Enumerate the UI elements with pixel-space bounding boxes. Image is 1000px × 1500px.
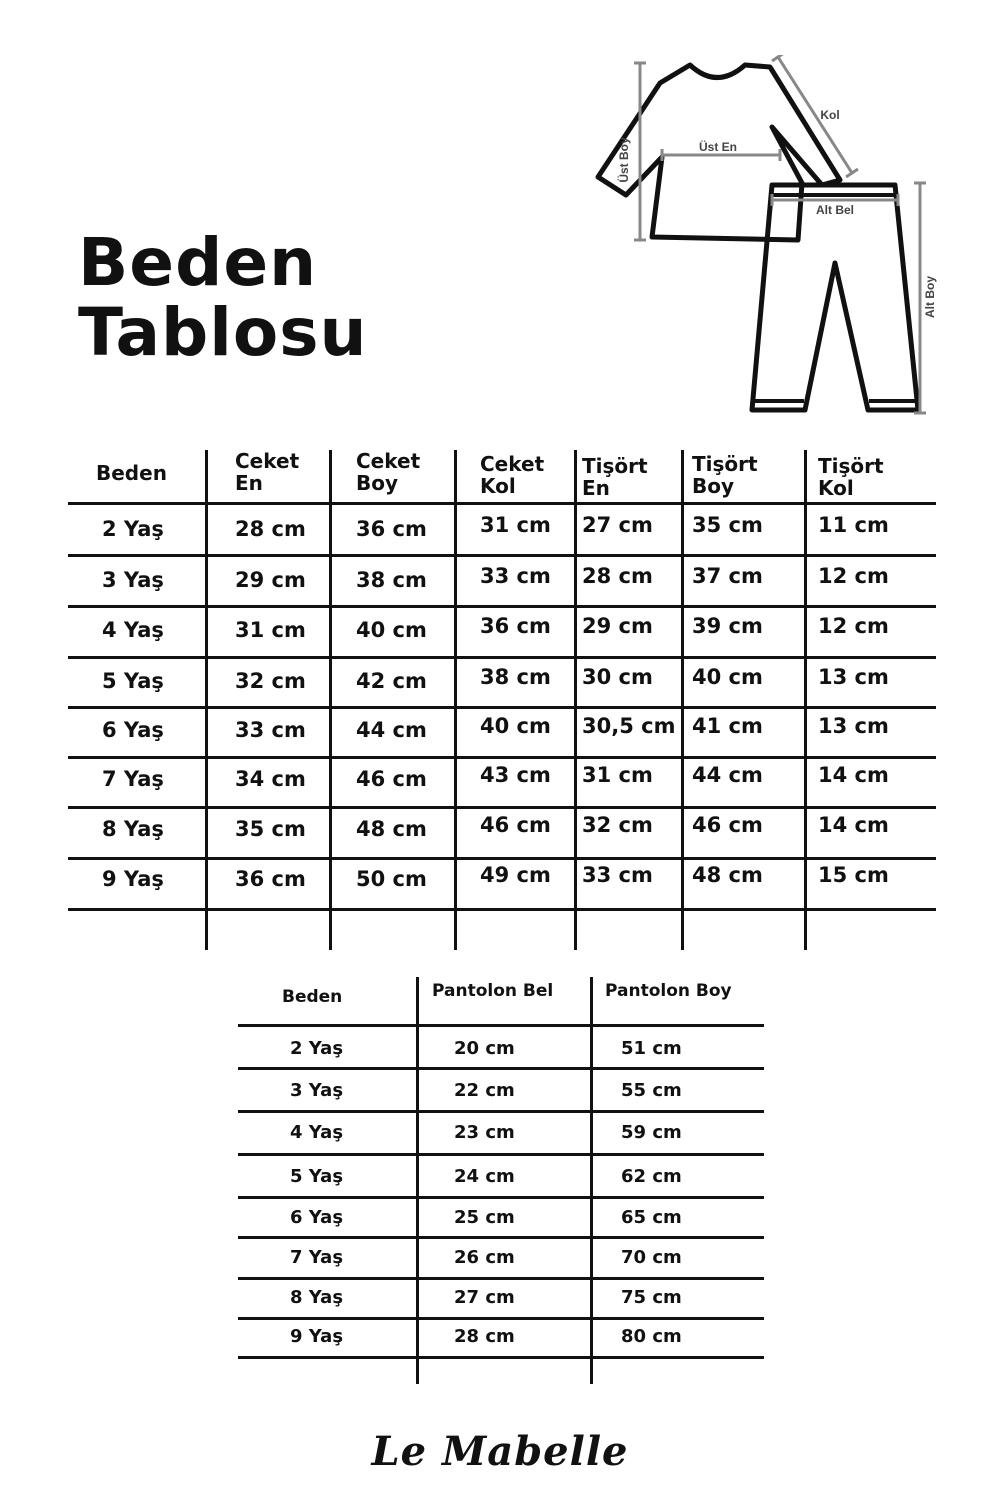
ust-en-label: Üst En: [698, 140, 738, 154]
table-row-divider: [238, 1236, 764, 1239]
measurement-cell: 26 cm: [454, 1247, 515, 1268]
measurement-cell: 34 cm: [235, 767, 306, 791]
measurement-cell: 31 cm: [235, 618, 306, 642]
size-cell: 8 Yaş: [102, 817, 164, 841]
measurement-cell: 55 cm: [621, 1080, 682, 1101]
title-line-1: Beden: [78, 224, 318, 301]
measurement-cell: 13 cm: [818, 665, 889, 689]
measurement-cell: 41 cm: [692, 714, 763, 738]
measurement-cell: 25 cm: [454, 1207, 515, 1228]
column-header: Tişört Kol: [818, 454, 884, 500]
measurement-cell: 24 cm: [454, 1166, 515, 1187]
measurement-cell: 65 cm: [621, 1207, 682, 1228]
measurement-cell: 28 cm: [454, 1326, 515, 1347]
table-column-divider: [590, 977, 593, 1384]
pants-outline: [752, 185, 918, 410]
table-row-divider: [238, 1024, 764, 1027]
measurement-cell: 27 cm: [582, 513, 653, 537]
column-header: Beden: [96, 461, 167, 485]
measurement-cell: 27 cm: [454, 1287, 515, 1308]
size-cell: 3 Yaş: [102, 568, 164, 592]
table-column-divider: [454, 450, 457, 950]
measurement-cell: 12 cm: [818, 564, 889, 588]
table-column-divider: [416, 977, 419, 1384]
size-cell: 5 Yaş: [290, 1166, 344, 1187]
size-cell: 3 Yaş: [290, 1080, 344, 1101]
measurement-cell: 75 cm: [621, 1287, 682, 1308]
measurement-cell: 46 cm: [480, 813, 551, 837]
alt-boy-label: Alt Boy: [923, 276, 937, 318]
measurement-cell: 30,5 cm: [582, 714, 676, 738]
measurement-cell: 51 cm: [621, 1038, 682, 1059]
table-row-divider: [238, 1356, 764, 1359]
measurement-cell: 40 cm: [692, 665, 763, 689]
column-header: Pantolon Boy: [605, 981, 732, 1001]
measurement-cell: 39 cm: [692, 614, 763, 638]
table-row-divider: [238, 1196, 764, 1199]
size-cell: 7 Yaş: [102, 767, 164, 791]
table-column-divider: [329, 450, 332, 950]
table-row-divider: [238, 1317, 764, 1320]
measurement-cell: 80 cm: [621, 1326, 682, 1347]
measurement-cell: 14 cm: [818, 813, 889, 837]
measurement-cell: 46 cm: [356, 767, 427, 791]
measurement-cell: 50 cm: [356, 867, 427, 891]
size-cell: 2 Yaş: [290, 1038, 344, 1059]
page-title: [78, 224, 368, 371]
measurement-cell: 32 cm: [582, 813, 653, 837]
size-cell: 6 Yaş: [102, 718, 164, 742]
garment-diagram: [590, 55, 950, 420]
table-column-divider: [681, 450, 684, 950]
measurement-cell: 36 cm: [356, 517, 427, 541]
measurement-cell: 36 cm: [480, 614, 551, 638]
measurement-cell: 30 cm: [582, 665, 653, 689]
measurement-cell: 70 cm: [621, 1247, 682, 1268]
column-header: Ceket En: [235, 449, 300, 495]
measurement-cell: 46 cm: [692, 813, 763, 837]
size-cell: 2 Yaş: [102, 517, 164, 541]
alt-bel-label: Alt Bel: [815, 203, 855, 217]
size-cell: 4 Yaş: [290, 1122, 344, 1143]
size-cell: 5 Yaş: [102, 669, 164, 693]
table-row-divider: [238, 1067, 764, 1070]
measurement-cell: 37 cm: [692, 564, 763, 588]
size-cell: 8 Yaş: [290, 1287, 344, 1308]
measurement-cell: 11 cm: [818, 513, 889, 537]
kol-label: Kol: [820, 108, 840, 122]
table-row-divider: [238, 1153, 764, 1156]
measurement-cell: 22 cm: [454, 1080, 515, 1101]
column-header: Pantolon Bel: [432, 981, 554, 1001]
column-header: Beden: [282, 987, 343, 1007]
column-header: Tişört Boy: [692, 452, 758, 498]
table-row-divider: [238, 1277, 764, 1280]
table-row-divider: [238, 1110, 764, 1113]
brand-logo: Le Mabelle: [371, 1428, 629, 1475]
measurement-cell: 23 cm: [454, 1122, 515, 1143]
size-cell: 6 Yaş: [290, 1207, 344, 1228]
measurement-cell: 40 cm: [480, 714, 551, 738]
measurement-cell: 32 cm: [235, 669, 306, 693]
title-line-2: Tablosu: [78, 294, 368, 371]
measurement-cell: 49 cm: [480, 863, 551, 887]
measurement-cell: 59 cm: [621, 1122, 682, 1143]
ust-boy-label: Üst Boy: [617, 137, 631, 183]
measurement-cell: 14 cm: [818, 763, 889, 787]
measurement-cell: 33 cm: [235, 718, 306, 742]
measurement-cell: 29 cm: [235, 568, 306, 592]
table-column-divider: [574, 450, 577, 950]
measurement-cell: 44 cm: [692, 763, 763, 787]
measurement-cell: 12 cm: [818, 614, 889, 638]
measurement-cell: 44 cm: [356, 718, 427, 742]
measurement-cell: 28 cm: [582, 564, 653, 588]
measurement-cell: 31 cm: [582, 763, 653, 787]
measurement-cell: 15 cm: [818, 863, 889, 887]
size-cell: 4 Yaş: [102, 618, 164, 642]
measurement-cell: 38 cm: [480, 665, 551, 689]
column-header: Ceket Kol: [480, 452, 545, 498]
size-cell: 7 Yaş: [290, 1247, 344, 1268]
column-header: Ceket Boy: [356, 449, 421, 495]
measurement-cell: 43 cm: [480, 763, 551, 787]
measurement-cell: 13 cm: [818, 714, 889, 738]
table-column-divider: [804, 450, 807, 950]
measurement-cell: 36 cm: [235, 867, 306, 891]
measurement-cell: 35 cm: [235, 817, 306, 841]
measurement-cell: 31 cm: [480, 513, 551, 537]
measurement-cell: 48 cm: [692, 863, 763, 887]
measurement-cell: 40 cm: [356, 618, 427, 642]
measurement-cell: 38 cm: [356, 568, 427, 592]
table-column-divider: [205, 450, 208, 950]
measurement-cell: 29 cm: [582, 614, 653, 638]
pajama-outline-illustration: [590, 55, 950, 420]
size-cell: 9 Yaş: [102, 867, 164, 891]
measurement-cell: 42 cm: [356, 669, 427, 693]
measurement-cell: 33 cm: [480, 564, 551, 588]
column-header: Tişört En: [582, 454, 648, 500]
measurement-cell: 48 cm: [356, 817, 427, 841]
measurement-cell: 62 cm: [621, 1166, 682, 1187]
measurement-cell: 28 cm: [235, 517, 306, 541]
measurement-cell: 20 cm: [454, 1038, 515, 1059]
size-cell: 9 Yaş: [290, 1326, 344, 1347]
measurement-cell: 35 cm: [692, 513, 763, 537]
measurement-cell: 33 cm: [582, 863, 653, 887]
